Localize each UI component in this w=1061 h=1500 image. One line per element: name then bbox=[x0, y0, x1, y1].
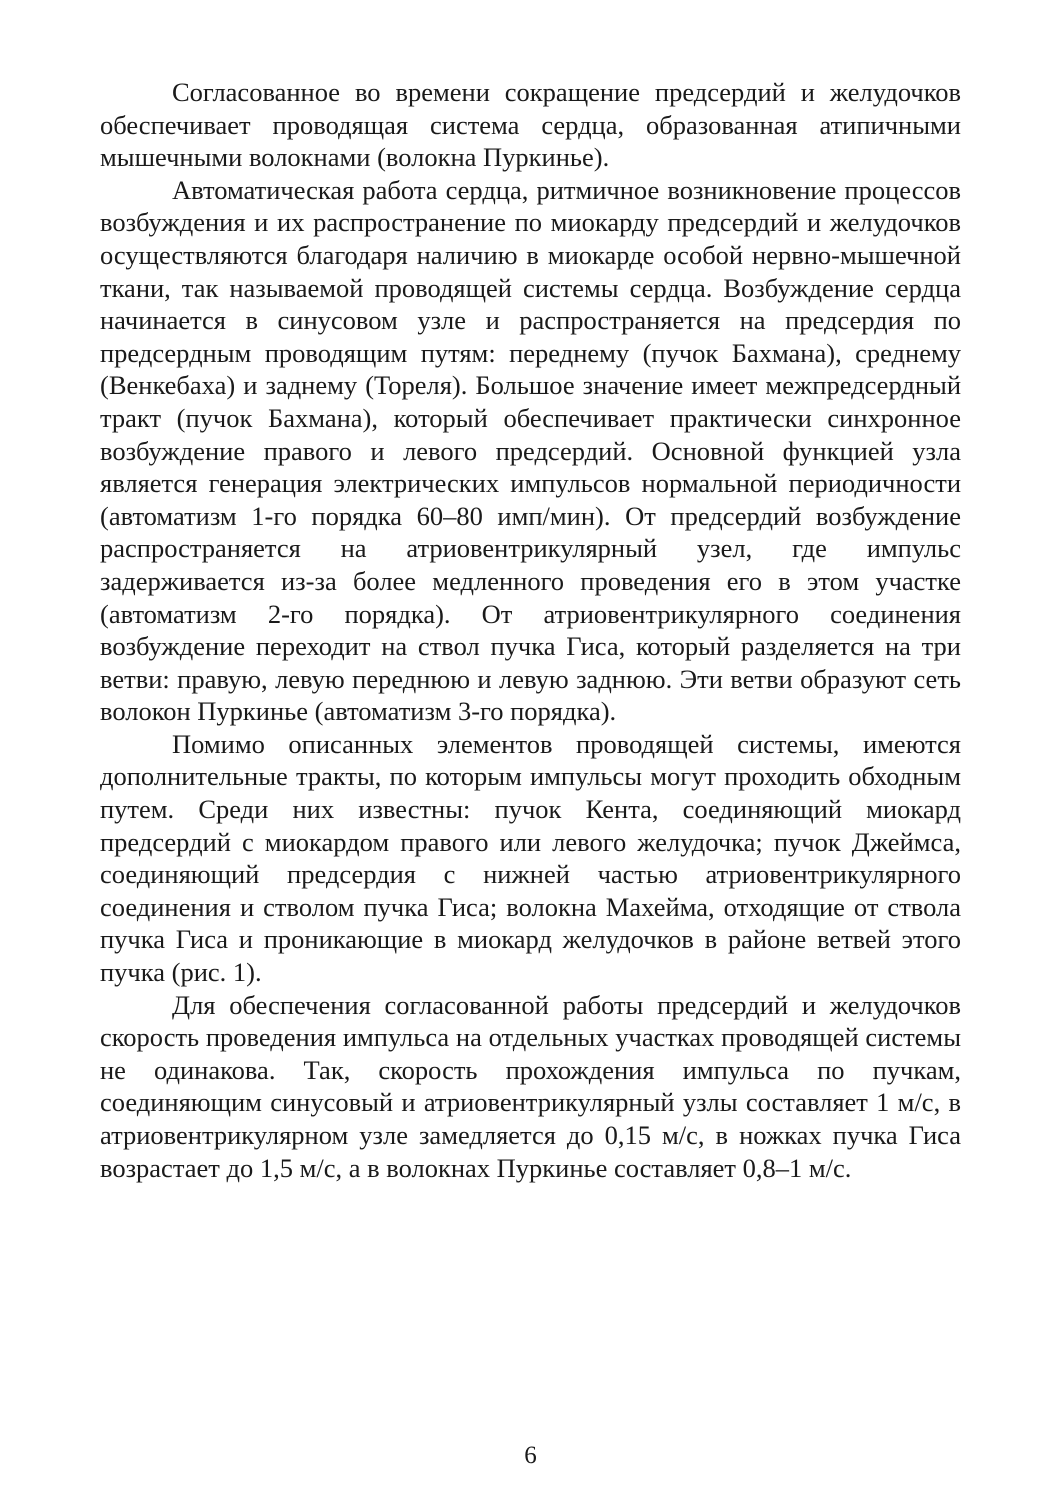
paragraph-automatism: Автоматическая работа сердца, ритмичное возникновение процессов возбуждения и их распространение по миокарду предсердий и желудочков осуществляются благодаря наличию в миокарде особой нервно-мышечной ткани, так называемой проводящей системы сердца. Возбуждение сердца начинается в синусовом узле и распространяется на предсердия по предсердным проводящим путям: переднему (пучок Бахмана), среднему (Венкебаха) и заднему (Тореля). Большое значение имеет межпредсердный тракт (пучок Бахмана), который обеспечивает практически синхронное возбуждение правого и левого предсердий. Основной функцией узла является генерация электрических импульсов нормальной периодичности (автоматизм 1-го порядка 60–80 имп/мин). От предсердий возбуждение распространяется на атриовентрикулярный узел, где импульс задерживается из-за более медленного проведения его в этом участке (автоматизм 2-го порядка). От атриовентрикулярного соединения возбуждение переходит на ствол пучка Гиса, который разделяется на три ветви: правую, левую переднюю и левую заднюю. Эти ветви образуют сеть волокон Пуркинье (автоматизм 3-го порядка). bbox=[100, 174, 961, 727]
page-body bbox=[100, 76, 961, 1184]
paragraph-conduction-intro: Согласованное во времени сокращение предсердий и желудочков обеспечивает проводящая система сердца, образованная атипичными мышечными волокнами (волокна Пуркинье). bbox=[100, 77, 961, 173]
paragraph-conduction-speed: Для обеспечения согласованной работы предсердий и желудочков скорость проведения импульса на отдельных участках проводящей системы не одинакова. Так, скорость прохождения импульса по пучкам, соединяющим синусовый и атриовентрикулярный узлы составляет 1 м/с, в атриовентрикулярном узле замедляется до 0,15 м/с, в ножках пучка Гиса возрастает до 1,5 м/с, а в волокнах Пуркинье составляет 0,8–1 м/с. bbox=[100, 989, 961, 1183]
page-number: 6 bbox=[524, 1442, 537, 1469]
paragraph-additional-tracts: Помимо описанных элементов проводящей системы, имеются дополнительные тракты, по которым импульсы могут проходить обходным путем. Среди них известны: пучок Кента, соединяющий миокард предсердий с миокардом правого или левого желудочка; пучок Джеймса, соединяющий предсердия с нижней частью атриовентрикулярного соединения и стволом пучка Гиса; волокна Махейма, отходящие от ствола пучка Гиса и проникающие в миокард желудочков в районе ветвей этого пучка (рис. 1). bbox=[100, 728, 961, 988]
